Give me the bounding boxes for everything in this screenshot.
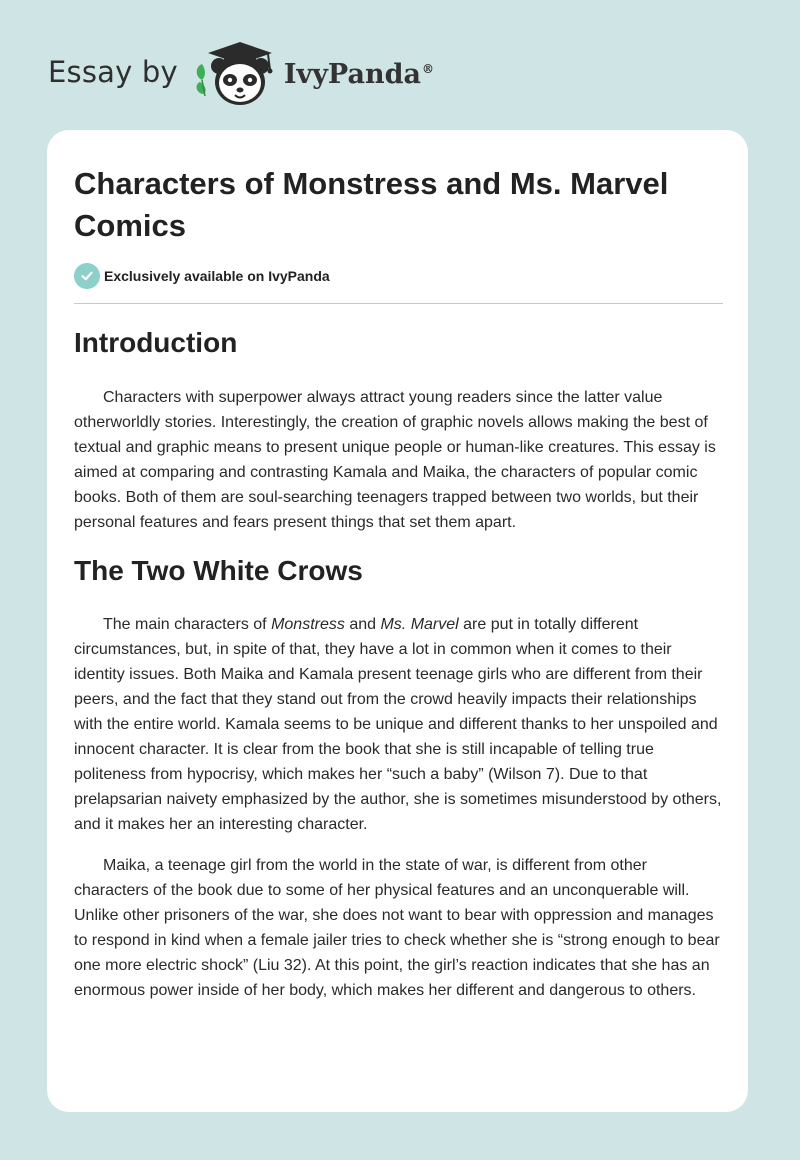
brand-header — [48, 36, 434, 108]
paragraph-two-white-crows-2: Maika, a teenage girl from the world in the state of war, is different from other characters of the book due to some of her physical features and an unconquerable will. Unlike other prisoners of the war, she does not want to bear with oppression and manages to respond in kind when a female jailer tries to check whether she is “strong enough to bear one more electric shock” (Liu 32). At this point, the girl’s reaction indicates that she has an enormous power inside of her body, which makes her different and dangerous to others. — [74, 857, 720, 999]
paragraph-introduction: Characters with superpower always attract young readers since the latter value otherworldly stories. Interestingly, the creation of graphic novels allows making the best of textual and graphic means to present unique people or human-like creatures. This essay is aimed at comparing and contrasting Kamala and Maika, the characters of popular comic books. Both of them are soul-searching teenagers trapped between two worlds, but their personal features and fears present things that set them apart. — [74, 389, 716, 531]
essay-title: Characters of Monstress and Ms. Marvel Comics — [74, 166, 669, 243]
panda-logo-icon — [192, 36, 288, 108]
checkmark-icon — [74, 263, 100, 289]
brand-prefix: Essay by — [48, 55, 178, 89]
exclusive-badge-text: Exclusively available on IvyPanda — [104, 268, 330, 284]
paragraph-two-white-crows-1: The main characters of Monstress and Ms. Marvel are put in totally different circumstances, but, in spite of that, they have a lot in common when it comes to their identity issues. Both Maika and Kamala present teenage girls who are different from their peers, and the fact that they stand out from the crowd heavily impacts their relationships with the entire world. Kamala seems to be unique and different thanks to her unspoiled and innocent character. It is clear from the book that she is still incapable of telling true politeness from hypocrisy, which makes her “such a baby” (Wilson 7). Due to that prelapsarian naivety emphasized by the author, she is sometimes misunderstood by others, and it makes her an interesting character. — [74, 616, 722, 833]
section-heading-two-white-crows: The Two White Crows — [74, 555, 363, 586]
exclusive-badge — [74, 263, 330, 289]
essay-card — [47, 130, 748, 1112]
section-heading-introduction: Introduction — [74, 327, 238, 358]
brand-name: IvyPanda® — [283, 58, 434, 90]
divider — [74, 303, 723, 304]
